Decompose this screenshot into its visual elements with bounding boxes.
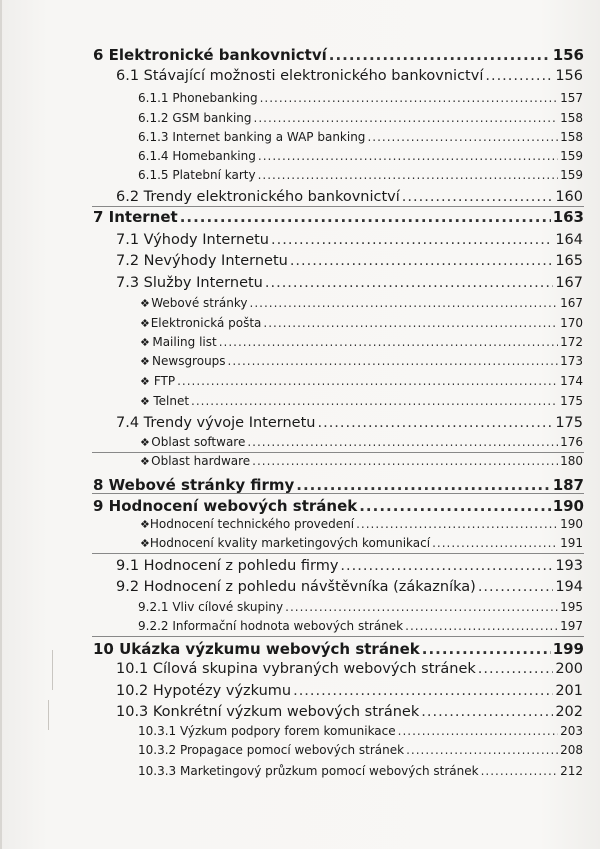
toc-entry-page-number: 202 — [555, 704, 583, 720]
toc-entry — [116, 232, 583, 248]
toc-entry — [116, 68, 583, 84]
toc-entry-title: 10.3 Konkrétní výzkum webových stránek — [116, 704, 420, 720]
dot-leader — [180, 208, 551, 226]
toc-entry — [116, 683, 583, 699]
dot-leader — [356, 517, 558, 531]
dot-leader — [317, 415, 553, 431]
toc-entry — [93, 46, 584, 64]
toc-entry-title: 6.1.5 Platební karty — [138, 168, 256, 182]
toc-entry-page-number: 167 — [555, 275, 583, 291]
toc-entry — [138, 764, 583, 778]
section-divider — [92, 636, 584, 637]
toc-entry — [140, 435, 583, 449]
diamond-bullet-icon: ❖ — [140, 317, 150, 330]
toc-entry-page-number: 167 — [560, 296, 583, 310]
section-divider — [92, 493, 584, 494]
toc-entry-page-number: 197 — [560, 619, 583, 633]
toc-entry — [140, 354, 583, 368]
toc-entry-page-number: 200 — [555, 661, 583, 677]
toc-entry-title: 10 Ukázka výzkumu webových stránek — [93, 640, 420, 658]
toc-entry-page-number: 163 — [552, 208, 584, 226]
toc-entry-page-number: 187 — [552, 476, 584, 494]
dot-leader — [293, 683, 553, 699]
dot-leader — [228, 354, 559, 368]
diamond-bullet-icon: ❖ — [140, 297, 150, 310]
dot-leader — [252, 454, 558, 468]
scan-mark — [48, 700, 49, 730]
diamond-bullet-icon: ❖ — [140, 537, 150, 550]
toc-entry-page-number: 159 — [560, 168, 583, 182]
toc-entry-title: 7 Internet — [93, 208, 178, 226]
toc-entry — [116, 415, 583, 431]
diamond-bullet-icon: ❖ — [140, 518, 150, 531]
toc-entry — [93, 497, 584, 515]
dot-leader — [432, 536, 558, 550]
toc-entry — [138, 111, 583, 125]
dot-leader — [422, 640, 551, 658]
dot-leader — [247, 435, 558, 449]
toc-entry-title: 6.1.1 Phonebanking — [138, 91, 258, 105]
toc-entry-page-number: 212 — [560, 764, 583, 778]
toc-entry-title: 10.2 Hypotézy výzkumu — [116, 683, 292, 699]
diamond-bullet-icon: ❖ — [140, 455, 150, 468]
toc-entry-title: 9 Hodnocení webových stránek — [93, 497, 358, 515]
section-divider — [92, 206, 584, 207]
dot-leader — [265, 275, 553, 291]
dot-leader — [421, 704, 553, 720]
dot-leader — [329, 46, 551, 64]
toc-entry — [116, 253, 583, 269]
toc-entry — [116, 704, 583, 720]
toc-entry-title: 9.2.2 Informační hodnota webových stránek — [138, 619, 404, 633]
dot-leader — [258, 149, 558, 163]
toc-entry-page-number: 195 — [560, 600, 583, 614]
toc-entry — [93, 476, 584, 494]
dot-leader — [367, 130, 558, 144]
dot-leader — [402, 189, 554, 205]
toc-entry-title: Webové stránky — [151, 296, 248, 310]
section-divider — [92, 452, 584, 453]
toc-entry-title: 9.2.1 Vliv cílové skupiny — [138, 600, 284, 614]
toc-entry-title: 6 Elektronické bankovnictví — [93, 46, 327, 64]
dot-leader — [260, 91, 558, 105]
toc-entry-title: Hodnocení technického provedení — [149, 517, 355, 531]
diamond-bullet-icon: ❖ — [140, 355, 150, 368]
dot-leader — [250, 296, 559, 310]
toc-entry — [138, 600, 583, 614]
toc-entry-title: Oblast software — [151, 435, 246, 449]
diamond-bullet-icon: ❖ — [140, 375, 150, 388]
toc-entry — [140, 394, 583, 408]
dot-leader — [405, 619, 558, 633]
toc-entry-page-number: 170 — [560, 316, 583, 330]
toc-entry-title: 10.3.2 Propagace pomocí webových stránek — [138, 743, 405, 757]
dot-leader — [359, 497, 550, 515]
dot-leader — [481, 764, 559, 778]
toc-entry — [140, 374, 583, 388]
toc-entry-title: FTP — [153, 374, 176, 388]
toc-entry — [116, 558, 583, 574]
dot-leader — [398, 724, 558, 738]
toc-entry — [138, 149, 583, 163]
toc-entry-page-number: 175 — [555, 415, 583, 431]
toc-entry — [138, 724, 583, 738]
toc-entry — [116, 189, 583, 205]
toc-entry-title: 7.4 Trendy vývoje Internetu — [116, 415, 316, 431]
toc-entry-title: 6.2 Trendy elektronického bankovnictví — [116, 189, 400, 205]
dot-leader — [191, 394, 558, 408]
toc-entry-page-number: 190 — [552, 497, 584, 515]
toc-entry-page-number: 159 — [560, 149, 583, 163]
toc-entry-page-number: 208 — [560, 743, 583, 757]
toc-entry-title: Telnet — [153, 394, 190, 408]
dot-leader — [406, 743, 558, 757]
toc-entry-page-number: 199 — [552, 640, 584, 658]
toc-entry — [116, 579, 583, 595]
toc-entry-page-number: 176 — [560, 435, 583, 449]
toc-entry-title: Oblast hardware — [151, 454, 251, 468]
toc-entry-page-number: 172 — [560, 335, 583, 349]
toc-entry-title: 10.3.3 Marketingový průzkum pomocí webových stránek — [138, 764, 479, 778]
diamond-bullet-icon: ❖ — [140, 395, 150, 408]
section-divider — [92, 553, 584, 554]
toc-entry-title: 6.1 Stávající možnosti elektronického bankovnictví — [116, 68, 484, 84]
toc-entry-title: 7.3 Služby Internetu — [116, 275, 263, 291]
toc-entry-title: 6.1.3 Internet banking a WAP banking — [138, 130, 366, 144]
toc-entry-page-number: 174 — [560, 374, 583, 388]
dot-leader — [290, 253, 553, 269]
toc-entry — [138, 91, 583, 105]
dot-leader — [271, 232, 553, 248]
toc-entry-page-number: 201 — [555, 683, 583, 699]
toc-entry-page-number: 157 — [560, 91, 583, 105]
toc-entry — [140, 316, 583, 330]
dot-leader — [219, 335, 558, 349]
toc-entry — [138, 743, 583, 757]
toc-entry — [116, 661, 583, 677]
toc-entry-title: 10.1 Cílová skupina vybraných webových stránek — [116, 661, 476, 677]
toc-entry-page-number: 190 — [560, 517, 583, 531]
dot-leader — [485, 68, 553, 84]
toc-entry — [140, 517, 583, 531]
toc-entry — [138, 130, 583, 144]
toc-entry — [116, 275, 583, 291]
diamond-bullet-icon: ❖ — [140, 336, 150, 349]
toc-entry-title: 10.3.1 Výzkum podpory forem komunikace — [138, 724, 396, 738]
dot-leader — [177, 374, 558, 388]
toc-entry-title: 7.1 Výhody Internetu — [116, 232, 270, 248]
diamond-bullet-icon: ❖ — [140, 436, 150, 449]
toc-entry — [140, 536, 583, 550]
toc-entry-page-number: 203 — [560, 724, 583, 738]
toc-entry-title: Mailing list — [152, 335, 217, 349]
toc-entry-page-number: 160 — [555, 189, 583, 205]
toc-entry-page-number: 164 — [555, 232, 583, 248]
toc-entry — [138, 619, 583, 633]
dot-leader — [296, 476, 550, 494]
toc-entry-title: 7.2 Nevýhody Internetu — [116, 253, 288, 269]
toc-entry-page-number: 194 — [555, 579, 583, 595]
toc-entry-page-number: 158 — [560, 111, 583, 125]
toc-entry-page-number: 175 — [560, 394, 583, 408]
page-edge — [0, 0, 2, 849]
toc-entry — [140, 454, 583, 468]
toc-entry — [93, 640, 584, 658]
toc-entry — [140, 335, 583, 349]
toc-entry — [138, 168, 583, 182]
toc-entry-page-number: 173 — [560, 354, 583, 368]
toc-entry-page-number: 158 — [560, 130, 583, 144]
toc-entry-page-number: 193 — [555, 558, 583, 574]
toc-entry-title: 9.2 Hodnocení z pohledu návštěvníka (zákazníka) — [116, 579, 476, 595]
toc-entry-page-number: 180 — [560, 454, 583, 468]
dot-leader — [258, 168, 559, 182]
toc-entry-page-number: 165 — [555, 253, 583, 269]
toc-entry — [140, 296, 583, 310]
toc-entry — [93, 208, 584, 226]
dot-leader — [478, 579, 553, 595]
dot-leader — [478, 661, 554, 677]
dot-leader — [285, 600, 558, 614]
toc-entry-title: Hodnocení kvality marketingových komunikací — [149, 536, 431, 550]
toc-entry-page-number: 156 — [555, 68, 583, 84]
dot-leader — [263, 316, 558, 330]
toc-entry-title: Newsgroups — [152, 354, 226, 368]
toc-entry-page-number: 156 — [552, 46, 584, 64]
dot-leader — [340, 558, 553, 574]
toc-entry-title: Elektronická pošta — [150, 316, 262, 330]
toc-entry-page-number: 191 — [560, 536, 583, 550]
dot-leader — [254, 111, 559, 125]
scan-mark — [52, 650, 53, 690]
toc-entry-title: 9.1 Hodnocení z pohledu firmy — [116, 558, 339, 574]
toc-entry-title: 6.1.2 GSM banking — [138, 111, 252, 125]
toc-entry-title: 8 Webové stránky firmy — [93, 476, 295, 494]
toc-entry-title: 6.1.4 Homebanking — [138, 149, 256, 163]
